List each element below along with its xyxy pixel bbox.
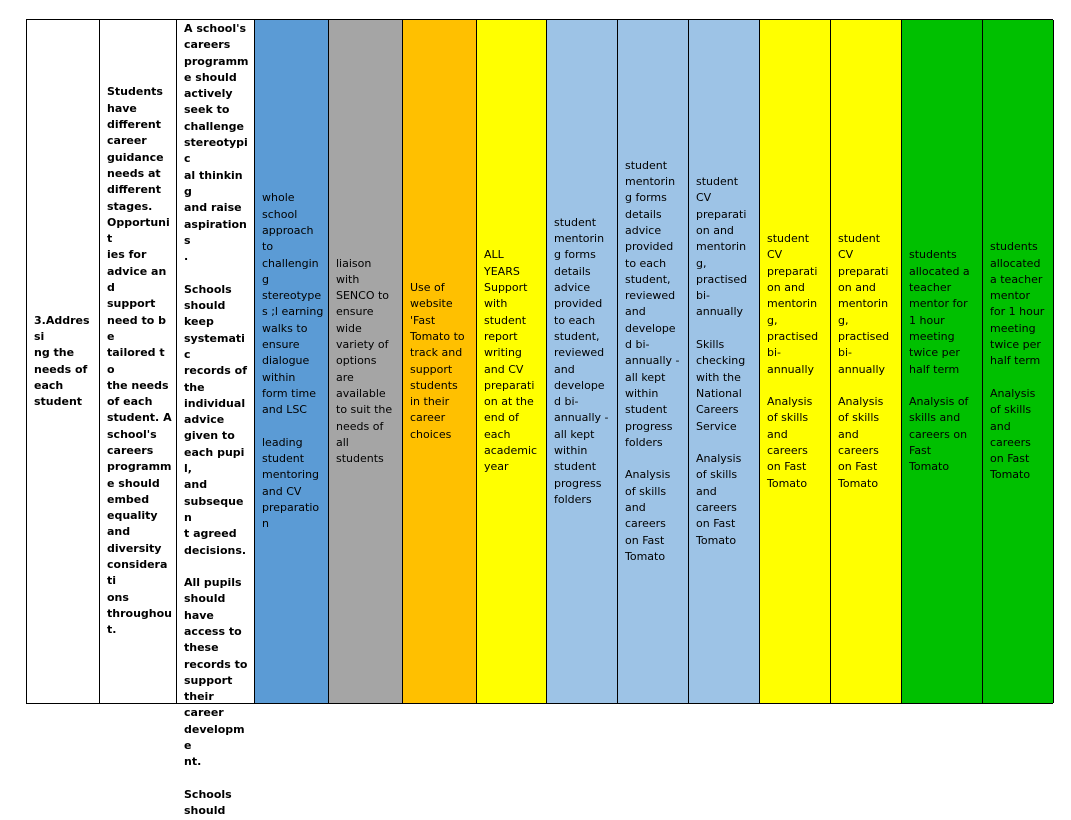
year-cell-text: students allocated a teacher mentor for 1 hour meeting twice per half term Analysis of skills and careers on Fast Tomato [990, 240, 1045, 482]
year-cell-text: student CV preparati on and mentorin g, practised bi- annually Analysis of skills and careers on Fast Tomato [838, 232, 890, 490]
statement-cell [100, 20, 177, 703]
area-cell [27, 20, 100, 703]
year-cell-text: student CV preparati on and mentorin g, practised bi- annually Skills checking with the National Careers Service Analysis of skills and careers on Fast Tomato [696, 175, 748, 547]
careers-table [26, 19, 1053, 818]
year-cell-10 [902, 20, 983, 703]
year-cell-text: liaison with SENCO to ensure wide variety of options are available to suit the needs of all students [336, 256, 393, 466]
year-cell-text: student CV preparati on and mentorin g, practised bi- annually Analysis of skills and careers on Fast Tomato [767, 232, 819, 490]
year-cell-text: whole school approach to challengin g stereotype s ;l earning walks to ensure dialogue within form time and LSC leading student mentoring and CV preparatio n [262, 191, 324, 531]
guidance-cell [177, 20, 255, 818]
year-cell-text: student mentorin g forms details advice provided to each student, reviewed and develope d bi- annually - all kept within student progress folders [554, 215, 609, 506]
year-cell-text: students allocated a teacher mentor for 1 hour meeting twice per half term Analysis of skills and careers on Fast Tomato [909, 248, 970, 474]
year-cell-text: ALL YEARS Support with student report writing and CV preparati on at the end of each academic year [484, 248, 538, 474]
guidance-text: A school's careers programm e should actively seek to challenge stereotypic al thinking and raise aspirations . Schools should keep systematic records of the individual advice given to each pupil, and subsequen t agreed decisions. All pupils should have access to these records to support their career developme nt. Schools should [184, 22, 249, 818]
year-cell-3 [403, 20, 477, 703]
statement-text: Students have different career guidance needs at different stages. Opportunit ies for advice and support need to be tailored to the needs of each student. A school's careers programm e should embed equality and diversity considerati ons throughou t. [107, 85, 172, 637]
area-text: 3.Addressi ng the needs of each student [34, 313, 90, 409]
year-cell-text: student mentorin g forms details advice provided to each student, reviewed and develope d bi- annually - all kept within student progress folders Analysis of skills and careers on Fast Tomato [625, 158, 680, 563]
year-cell-8 [760, 20, 831, 703]
year-cell-4 [477, 20, 547, 703]
year-cell-5 [547, 20, 618, 703]
year-cell-6 [618, 20, 689, 703]
year-cell-2 [329, 20, 403, 703]
year-cell-text: Use of website 'Fast Tomato to track and support students in their career choices [410, 281, 465, 441]
year-cell-7 [689, 20, 760, 703]
year-cell-1 [255, 20, 329, 703]
year-cell-11 [983, 20, 1054, 703]
year-cell-9 [831, 20, 902, 703]
